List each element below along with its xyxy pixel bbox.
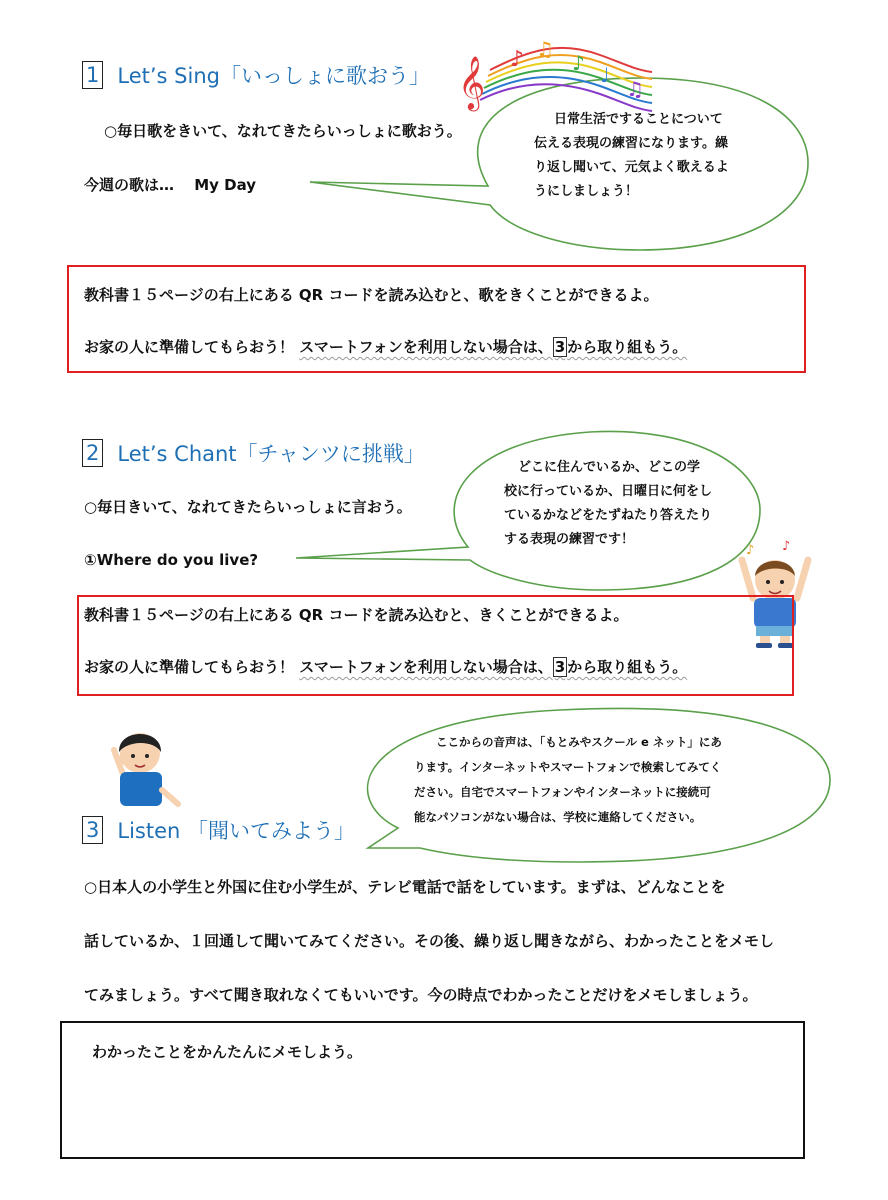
memo-box[interactable] — [60, 1021, 805, 1159]
section-3-paragraph-line-2: 話しているか、１回通して聞いてみてください。その後、繰り返し聞きながら、わかったことをメモし — [84, 932, 775, 950]
bubble-3-text: ここからの音声は、「もとみやスクール e ネット」にあ ります。インターネットやスマートフォンで検索してみてく ださい。自宅でスマートフォンやインターネットに接続可 能なパソコンがない場合は、学校に連絡してください。 — [414, 735, 722, 824]
svg-text:♪: ♪ — [572, 51, 585, 75]
section-2-title: Let’s Chant「チャンツに挑戦」 — [117, 442, 425, 466]
section-1-instruction: ○毎日歌をきいて、なれてきたらいっしょに歌おう。 — [104, 122, 462, 140]
svg-text:♫: ♫ — [536, 37, 554, 61]
chant-line: ①Where do you live? — [84, 551, 259, 569]
section-ref-box: 3 — [554, 338, 566, 356]
notice-2-line-2: お家の人に準備してもらおう！ スマートフォンを利用しない場合は、 3 から取り組もう。 — [84, 658, 688, 676]
svg-text:♫: ♫ — [626, 77, 644, 101]
svg-text:𝄞: 𝄞 — [458, 55, 486, 109]
svg-text:♩: ♩ — [600, 63, 610, 87]
section-2-heading — [82, 438, 425, 468]
section-1-number: 1 — [82, 61, 103, 89]
section-1-heading — [82, 60, 430, 90]
section-3-title: Listen 「聞いてみよう」 — [117, 819, 355, 843]
section-3-number: 3 — [82, 816, 103, 844]
bubble-2-text: どこに住んでいるか、どこの学 校に行っているか、日曜日に何をし ているかなどをたずねたり答えたり する表現の練習です！ — [504, 460, 713, 547]
notice-1-line-2: お家の人に準備してもらおう！ スマートフォンを利用しない場合は、 3 から取り組もう。 — [84, 338, 688, 356]
svg-text:♪: ♪ — [782, 539, 791, 554]
section-3-paragraph-line-1: ○日本人の小学生と外国に住む小学生が、テレビ電話で話をしています。まずは、どんなことを — [84, 878, 726, 896]
section-1-title: Let’s Sing「いっしょに歌おう」 — [117, 64, 430, 88]
bubble-1-text: 日常生活ですることについて 伝える表現の練習になります。繰 り返し聞いて、元気よく歌えるよ うにしましょう！ — [534, 112, 729, 199]
song-line: 今週の歌は… My Day — [84, 176, 257, 194]
boy-listening-illustration-icon — [114, 733, 178, 806]
svg-text:♪: ♪ — [746, 543, 755, 558]
memo-label: わかったことをかんたんにメモしよう。 — [92, 1043, 363, 1061]
notice-2-line-1: 教科書１５ページの右上にある QR コードを読み込むと、きくことができるよ。 — [84, 606, 629, 624]
section-2-number: 2 — [82, 439, 103, 467]
section-3-paragraph-line-3: てみましょう。すべて聞き取れなくてもいいです。今の時点でわかったことだけをメモしましょう。 — [84, 986, 758, 1004]
notice-1-line-1: 教科書１５ページの右上にある QR コードを読み込むと、歌をきくことができるよ。 — [84, 286, 659, 304]
section-2-instruction: ○毎日きいて、なれてきたらいっしょに言おう。 — [84, 498, 412, 516]
section-ref-box: 3 — [554, 658, 566, 676]
svg-text:♪: ♪ — [510, 47, 525, 72]
section-3-heading — [82, 815, 355, 845]
